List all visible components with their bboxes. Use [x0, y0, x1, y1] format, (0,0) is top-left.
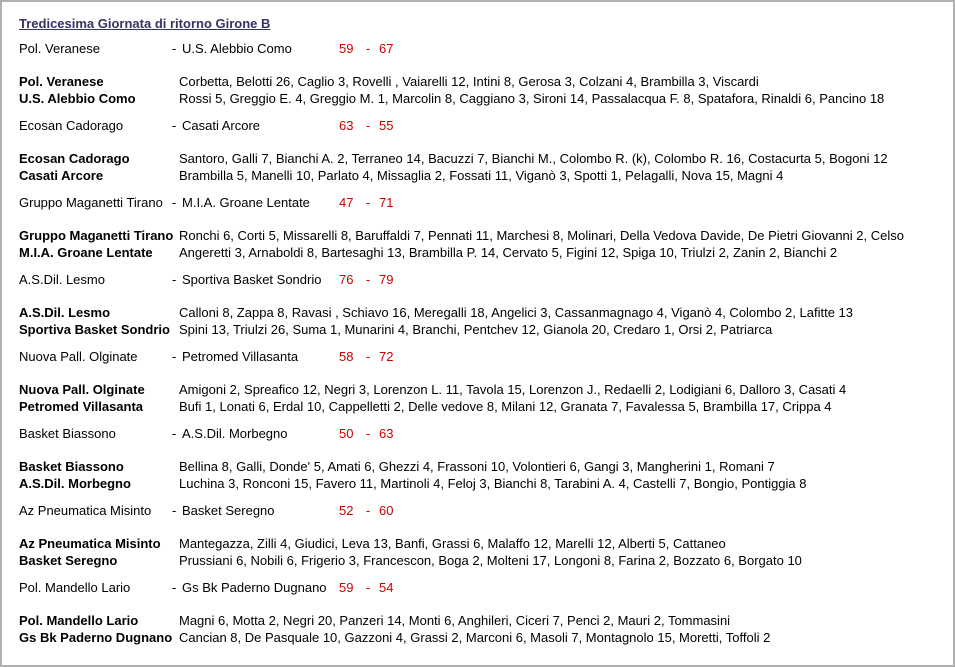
match-score [339, 425, 393, 442]
home-team-name: Gruppo Maganetti Tirano [19, 195, 163, 210]
away-scorers-list: Rossi 5, Greggio E. 4, Greggio M. 1, Marcolin 8, Caggiano 3, Sironi 14, Passalacqua F. 8, Spatafora, Rinaldi 6, Pancino 18 [179, 91, 885, 106]
score-separator: - [365, 349, 371, 364]
away-scorers-list: Luchina 3, Ronconi 15, Favero 11, Martinoli 4, Feloj 3, Bianchi 8, Tarabini A. 4, Castelli 7, Bongio, Pontiggia 8 [179, 476, 807, 491]
home-team-name: Az Pneumatica Misinto [19, 503, 152, 518]
home-scorers-list: Magni 6, Motta 2, Negri 20, Panzeri 14, Monti 6, Anghileri, Ciceri 7, Penci 2, Mauri 2, Tommasini [179, 613, 731, 628]
match-result-row [19, 117, 953, 134]
home-score: 52 [339, 503, 354, 518]
home-scorers-list: Bellina 8, Galli, Donde' 5, Amati 6, Ghezzi 4, Frassoni 10, Volontieri 6, Gangi 3, Mangherini 1, Romani 7 [179, 459, 775, 474]
home-score: 58 [339, 349, 354, 364]
away-team-label: U.S. Alebbio Como [19, 91, 136, 106]
home-team-name: Pol. Veranese [19, 41, 100, 56]
home-team-label: Nuova Pall. Olginate [19, 382, 145, 397]
away-scorers-row [19, 475, 953, 492]
away-scorers-row [19, 167, 953, 184]
match-score [339, 271, 393, 288]
match-result-row [19, 425, 953, 442]
match-score [339, 579, 393, 596]
home-team-label: Gruppo Maganetti Tirano [19, 228, 174, 243]
match-list [2, 40, 953, 646]
away-scorers-row [19, 244, 953, 261]
team-separator: - [172, 195, 177, 210]
team-separator: - [172, 41, 177, 56]
home-team-label: A.S.Dil. Lesmo [19, 305, 111, 320]
home-score: 59 [339, 41, 354, 56]
away-team-name: M.I.A. Groane Lentate [182, 195, 310, 210]
match-score [339, 348, 393, 365]
score-separator: - [365, 41, 371, 56]
away-scorers-row [19, 321, 953, 338]
match-block [2, 579, 953, 646]
home-team-name: Ecosan Cadorago [19, 118, 124, 133]
home-scorers-row [19, 535, 953, 552]
away-team-name: Sportiva Basket Sondrio [182, 272, 322, 287]
score-separator: - [365, 503, 371, 518]
away-scorers-row [19, 90, 953, 107]
home-team-label: Pol. Mandello Lario [19, 613, 139, 628]
away-team-name: U.S. Alebbio Como [182, 41, 292, 56]
match-block [2, 502, 953, 569]
away-scorers-list: Cancian 8, De Pasquale 10, Gazzoni 4, Grassi 2, Marconi 6, Masoli 7, Montagnolo 15, Moretti, Toffoli 2 [179, 630, 771, 645]
home-scorers-list: Amigoni 2, Spreafico 12, Negri 3, Lorenzon L. 11, Tavola 15, Lorenzon J., Redaelli 2, Lodigiani 6, Dalloro 3, Casati 4 [179, 382, 847, 397]
away-team-label: A.S.Dil. Morbegno [19, 476, 131, 491]
away-score: 79 [379, 272, 394, 287]
away-team-label: Basket Seregno [19, 553, 118, 568]
away-team-label: Sportiva Basket Sondrio [19, 322, 170, 337]
score-separator: - [365, 272, 371, 287]
away-scorers-list: Angeretti 3, Arnaboldi 8, Bartesaghi 13, Brambilla P. 14, Cervato 5, Figini 12, Spiga 10, Triulzi 2, Zanin 2, Bianchi 2 [179, 245, 838, 260]
home-score: 50 [339, 426, 354, 441]
home-team-label: Basket Biassono [19, 459, 124, 474]
home-team-label: Az Pneumatica Misinto [19, 536, 161, 551]
match-result-row [19, 40, 953, 57]
team-separator: - [172, 349, 177, 364]
home-scorers-row [19, 612, 953, 629]
match-score [339, 502, 393, 519]
away-scorers-list: Brambilla 5, Manelli 10, Parlato 4, Missaglia 2, Fossati 11, Viganò 3, Spotti 1, Pelagalli, Nova 15, Magni 4 [179, 168, 784, 183]
match-block [2, 194, 953, 261]
home-scorers-list: Ronchi 6, Corti 5, Missarelli 8, Baruffaldi 7, Pennati 11, Marchesi 8, Molinari, Della Vedova Davide, De Pietri Giovanni 2, Celso [179, 228, 904, 243]
home-scorers-row [19, 150, 953, 167]
home-scorers-row [19, 381, 953, 398]
away-score: 54 [379, 580, 394, 595]
away-score: 67 [379, 41, 394, 56]
home-scorers-row [19, 73, 953, 90]
match-block [2, 425, 953, 492]
score-separator: - [365, 118, 371, 133]
home-team-name: A.S.Dil. Lesmo [19, 272, 105, 287]
away-team-label: Gs Bk Paderno Dugnano [19, 630, 173, 645]
home-scorers-list: Mantegazza, Zilli 4, Giudici, Leva 13, Banfi, Grassi 6, Malaffo 12, Marelli 12, Alberti 5, Cattaneo [179, 536, 726, 551]
home-scorers-row [19, 227, 953, 244]
away-team-label: Casati Arcore [19, 168, 104, 183]
home-scorers-list: Santoro, Galli 7, Bianchi A. 2, Terraneo 14, Bacuzzi 7, Bianchi M., Colombo R. (k), Colombo R. 16, Costacurta 5, Bogoni 12 [179, 151, 888, 166]
match-block [2, 271, 953, 338]
match-result-row [19, 271, 953, 288]
home-scorers-row [19, 304, 953, 321]
away-score: 55 [379, 118, 394, 133]
score-separator: - [365, 426, 371, 441]
score-separator: - [365, 195, 371, 210]
home-scorers-list: Corbetta, Belotti 26, Caglio 3, Rovelli , Vaiarelli 12, Intini 8, Gerosa 3, Colzani 4, Brambilla 3, Viscardi [179, 74, 759, 89]
home-team-name: Pol. Mandello Lario [19, 580, 131, 595]
away-score: 60 [379, 503, 394, 518]
match-result-row [19, 579, 953, 596]
away-score: 72 [379, 349, 394, 364]
home-team-label: Pol. Veranese [19, 74, 104, 89]
away-scorers-list: Prussiani 6, Nobili 6, Frigerio 3, Francescon, Boga 2, Molteni 17, Longoni 8, Farina 2, Bozzato 6, Borgato 10 [179, 553, 802, 568]
away-team-name: Gs Bk Paderno Dugnano [182, 580, 327, 595]
home-team-name: Nuova Pall. Olginate [19, 349, 138, 364]
home-scorers-list: Calloni 8, Zappa 8, Ravasi , Schiavo 16, Meregalli 18, Angelici 3, Cassanmagnago 4, Viganò 4, Colombo 2, Lafitte 13 [179, 305, 854, 320]
away-team-label: M.I.A. Groane Lentate [19, 245, 153, 260]
match-result-row [19, 194, 953, 211]
away-scorers-row [19, 552, 953, 569]
team-separator: - [172, 503, 177, 518]
home-team-name: Basket Biassono [19, 426, 116, 441]
away-team-name: A.S.Dil. Morbegno [182, 426, 288, 441]
match-result-row [19, 502, 953, 519]
home-score: 59 [339, 580, 354, 595]
score-separator: - [365, 580, 371, 595]
home-score: 76 [339, 272, 354, 287]
team-separator: - [172, 426, 177, 441]
page-title: Tredicesima Giornata di ritorno Girone B [19, 16, 271, 31]
team-separator: - [172, 272, 177, 287]
home-score: 63 [339, 118, 354, 133]
team-separator: - [172, 118, 177, 133]
match-score [339, 40, 393, 57]
match-result-row [19, 348, 953, 365]
away-team-name: Casati Arcore [182, 118, 261, 133]
away-scorers-row [19, 398, 953, 415]
match-score [339, 117, 393, 134]
away-team-name: Petromed Villasanta [182, 349, 299, 364]
away-team-label: Petromed Villasanta [19, 399, 144, 414]
home-score: 47 [339, 195, 354, 210]
team-separator: - [172, 580, 177, 595]
home-team-label: Ecosan Cadorago [19, 151, 130, 166]
match-score [339, 194, 393, 211]
away-score: 71 [379, 195, 394, 210]
away-scorers-row [19, 629, 953, 646]
match-block [2, 40, 953, 107]
away-scorers-list: Bufi 1, Lonati 6, Erdal 10, Cappelletti 2, Delle vedove 8, Milani 12, Granata 7, Favalessa 5, Brambilla 17, Crippa 4 [179, 399, 832, 414]
away-team-name: Basket Seregno [182, 503, 275, 518]
match-block [2, 117, 953, 184]
match-block [2, 348, 953, 415]
away-scorers-list: Spini 13, Triulzi 26, Suma 1, Munarini 4, Branchi, Pentchev 12, Gianola 20, Credaro 1, Orsi 2, Patriarca [179, 322, 773, 337]
away-score: 63 [379, 426, 394, 441]
home-scorers-row [19, 458, 953, 475]
